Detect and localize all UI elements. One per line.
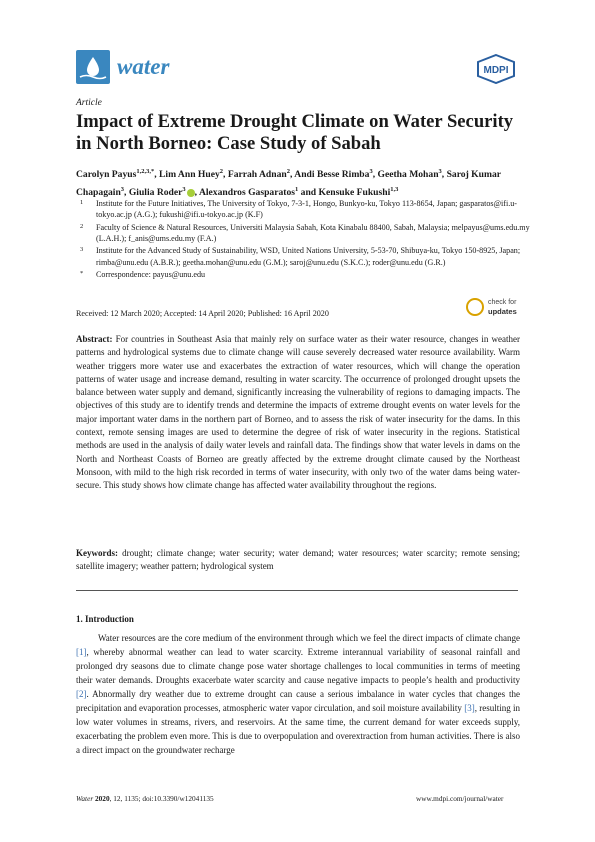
- author-affiliation-mark: 2: [219, 168, 224, 175]
- paper-title: Impact of Extreme Drought Climate on Water Security in North Borneo: Case Study of Sabah: [76, 111, 514, 154]
- keywords-text: drought; climate change; water security; water demand; water resources; water scarcity; remote sensing; satellite imagery; weather pattern; hydrological system: [76, 548, 521, 572]
- check-updates-icon: [466, 298, 484, 316]
- publisher-name: MDPI: [483, 65, 509, 76]
- affiliation-item: [76, 222, 536, 244]
- keywords-label: Keywords:: [76, 548, 118, 558]
- affiliation-text: Correspondence: payus@unu.edu: [96, 270, 206, 280]
- affiliation-item: [76, 245, 536, 267]
- mdpi-logo-icon: [474, 54, 518, 84]
- affiliation-mark: 1: [80, 199, 84, 206]
- affiliation-text: Institute for the Advanced Study of Sustainability, WSD, United Nations University, 5-53-70, Shibuya-ku, Tokyo 150-8925, Japan; rimba@unu.edu (A.B.R.); geetha.mohan@unu.edu (G.M.); saroj@unu.edu (S.K.C.); roder@unu.edu (G.R.): [96, 246, 521, 267]
- article-type: Article: [76, 98, 102, 108]
- intro-text-3: . Abnormally dry weather due to extreme drought can cause a serious imbalance in water cycles that changes the precipitation and evaporation processes, atmospheric water vapor circulation, and soil moisture availability: [76, 688, 520, 713]
- author-affiliation-mark: 3: [182, 186, 186, 194]
- affiliation-mark: 3: [80, 246, 84, 254]
- intro-text-2: , whereby abnormal weather can lead to water scarcity. Extreme interannual variability of seasonal rainfall and prolonged dry seasons due to climate change pose water shortage challenges to local communities in terms of meeting their water demands. Droughts exacerbate water scarcity and cause negative impacts to people’s health and productivity: [76, 646, 520, 685]
- author-name: Andi Besse Rimba: [294, 169, 370, 181]
- footer-url[interactable]: www.mdpi.com/journal/water: [416, 794, 504, 803]
- author-name: Geetha Mohan: [377, 169, 439, 181]
- keywords: [76, 547, 520, 574]
- affiliation-text: Faculty of Science & Natural Resources, Universiti Malaysia Sabah, Kota Kinabalu 88400, Sabah, Malaysia; melpayus@ums.edu.my (L.A.H.); f_anis@ums.edu.my (F.A.): [96, 222, 530, 243]
- author-affiliation-mark: 3: [438, 168, 442, 175]
- intro-paragraph: [76, 632, 520, 758]
- check-for-updates-badge[interactable]: [466, 296, 530, 320]
- author-affiliation-mark: 3: [369, 168, 373, 175]
- author-name: Lim Ann Huey: [159, 169, 220, 181]
- citation-link[interactable]: [2]: [76, 688, 87, 699]
- affiliation-item: [76, 198, 536, 220]
- author-affiliation-mark: 1,3: [390, 186, 399, 194]
- affiliation-item: [76, 269, 536, 280]
- abstract-text: For countries in Southeast Asia that mainly rely on surface water as their water resource, changes in weather patterns and hydrological systems due to climate change will cause severely decreased water resource availability. Warm weather triggers more water use and exacerbates the extraction of water resources, which will change the operation patterns of water usage and increase demand, resulting in water scarcity. The occurrence of prolonged drought upsets the balance between water supply and demand, significantly increasing the vulnerability of regions to damaging impacts. The objectives of this study are to identify trends and determine the impacts of extreme drought events on water levels for the major important water dams in the northern part of Borneo, and to assess the risk of water insecurity for the dams. In this context, remote sensing images are used to determine the degree of risk of water insecurity in the regions. Statistical methods are used in the analysis of daily water levels and rainfall data. The findings show that water levels in dams on the North and Northeast Coasts of Borneo are greatly affected by the extreme drought climate caused by the Northeast Monsoon, with mild to the high risk recorded in terms of water insecurity, with only two of the water dams being water-secure. This study shows how climate change has affected water availability throughout the regions.: [76, 334, 520, 491]
- author-name: Kensuke Fukushi: [318, 187, 391, 199]
- author-affiliation-mark: 2: [286, 168, 290, 175]
- abstract: [76, 333, 520, 492]
- author-list: Carolyn Payus$^{1,2,3,*}$, Lim Ann Huey$^2$, Farrah Adnan$^2$, Andi Besse Rimba$^3$, Geetha Mohan$^3$, Saroj Kumar Chapagain$^3$, Giulia Roder$^3$ , Alexandros Gasparatos$^1$ and Kensuke Fukushi$^{1,3}$: [76, 168, 501, 199]
- orcid-icon[interactable]: [187, 189, 195, 197]
- author-name: Alexandros Gasparatos: [198, 187, 295, 199]
- abstract-label: Abstract:: [76, 334, 113, 344]
- affiliation-mark: *: [80, 270, 84, 278]
- affiliation-mark: 2: [80, 222, 84, 230]
- author-name: Giulia Roder: [128, 187, 183, 199]
- footer-citation-text: , 12, 1135; doi:10.3390/w12041135: [109, 794, 214, 803]
- affiliations: [76, 198, 536, 282]
- footer-citation: [76, 794, 214, 803]
- author-name: Carolyn Payus: [76, 169, 137, 181]
- author-name: Farrah Adnan: [227, 169, 287, 181]
- journal-name: water: [117, 54, 170, 79]
- check-updates-line1: check for: [488, 299, 517, 306]
- author-affiliation-mark: 3: [120, 186, 125, 194]
- author-name: Saroj Kumar Chapagain: [76, 169, 501, 199]
- journal-logo-icon: [76, 50, 110, 84]
- citation-link[interactable]: [3]: [464, 702, 475, 713]
- intro-text-4: , resulting in low water volumes in streams, rivers, and reservoirs. At the same time, the current demand for water exceeds supply, exacerbating the problem even more. This is due to overpopulation and overextraction from human activities. There is also a direct impact on the groundwater recharge: [76, 702, 521, 755]
- author-affiliation-mark: 1,2,3,*: [136, 168, 155, 175]
- footer-year: 2020: [95, 794, 110, 803]
- author-affiliation-mark: 1: [295, 186, 299, 194]
- intro-text-1: Water resources are the core medium of the environment through which we feel the direct impacts of climate change: [98, 633, 520, 643]
- publication-dates: Received: 12 March 2020; Accepted: 14 April 2020; Published: 16 April 2020: [76, 309, 329, 318]
- section-divider: [76, 590, 518, 591]
- citation-link[interactable]: [1]: [76, 646, 87, 657]
- footer-journal: Water: [76, 794, 94, 803]
- check-updates-line2: updates: [488, 307, 517, 316]
- affiliation-text: Institute for the Future Initiatives, The University of Tokyo, 7-3-1, Hongo, Bunkyo-ku, Tokyo 113-8654, Japan; gasparatos@ifi.u-tokyo.ac.jp (A.G.); fukushi@ifi.u-tokyo.ac.jp (K.F): [96, 199, 517, 220]
- section-heading: 1. Introduction: [76, 614, 134, 624]
